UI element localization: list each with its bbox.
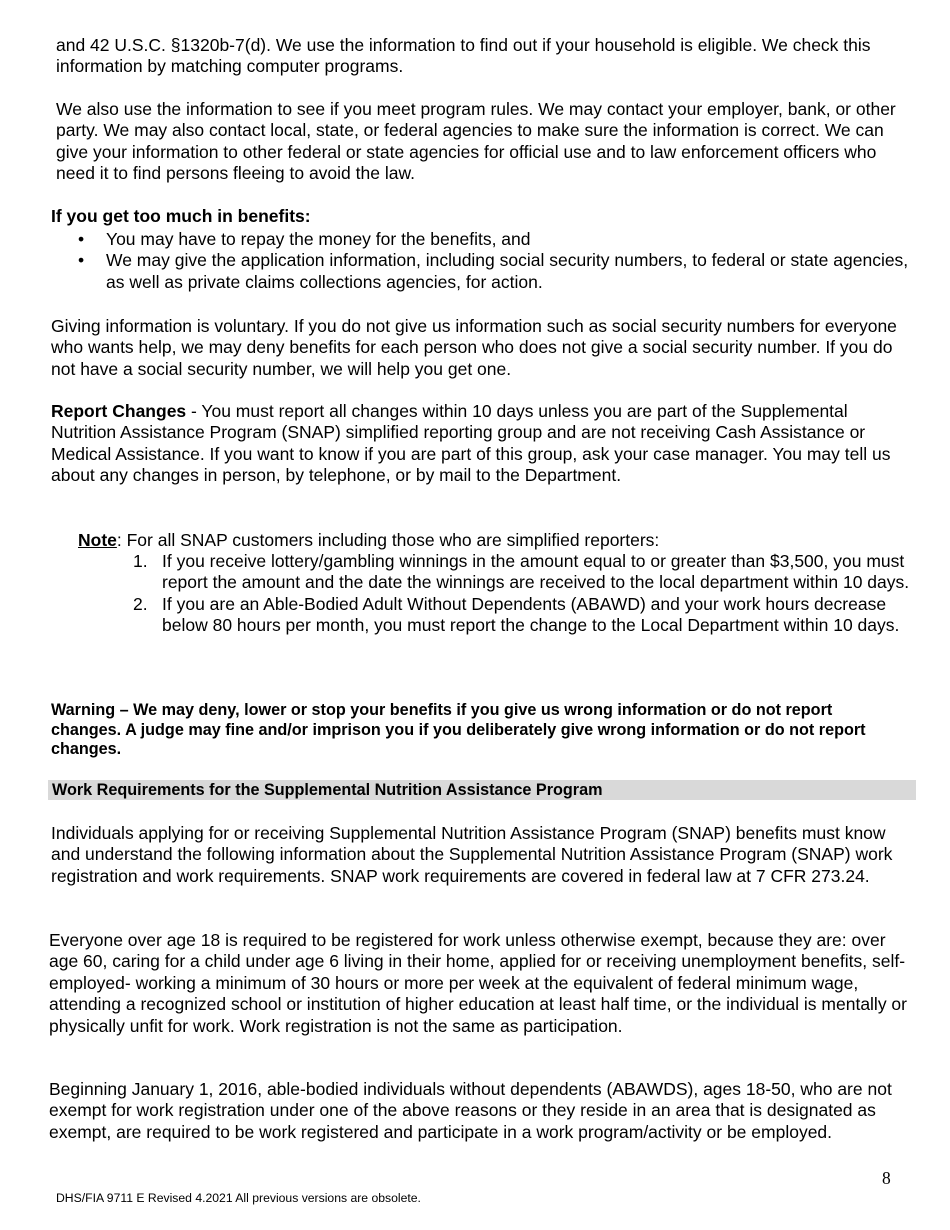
section-title: Work Requirements for the Supplemental Nutrition Assistance Program (52, 781, 603, 799)
note-label: Note (78, 530, 117, 550)
work-requirements-paragraph-2: Everyone over age 18 is required to be registered for work unless otherwise exempt, because they are: over age 60, caring for a child under age 6 living in their home, applied for or receiving unemployment benefits, self-employed- working a minimum of 30 hours or more per week at the equivalent of federal minimum wage, attending a recognized school or institution of higher education at least half time, or the individual is mentally or physically unfit for work. Work registration is not the same as participation. (49, 930, 907, 1036)
list-item (133, 594, 918, 637)
report-changes-label: Report Changes (51, 401, 187, 421)
bullet-icon: • (78, 229, 85, 249)
work-requirements-paragraph-1: Individuals applying for or receiving Supplemental Nutrition Assistance Program (SNAP) benefits must know and understand the following information about the Supplemental Nutrition Assistance Program (SNAP) work registration and work requirements. SNAP work requirements are covered in federal law at 7 CFR 273.24. (51, 823, 893, 886)
list-item (133, 551, 918, 594)
intro-paragraph-1: and 42 U.S.C. §1320b-7(d). We use the information to find out if your household is eligible. We check this information by matching computer programs. (56, 35, 871, 77)
form-footer: DHS/FIA 9711 E Revised 4.2021 All previous versions are obsolete. (56, 1191, 421, 1205)
list-item-text: If you receive lottery/gambling winnings in the amount equal to or greater than $3,500, you must report the amount and the date the winnings are received to the local department within 10 days. (162, 551, 910, 593)
warning-paragraph: Warning – We may deny, lower or stop your benefits if you give us wrong information or do not report changes. A judge may fine and/or imprison you if you deliberately give wrong information or do not report changes. (51, 701, 866, 759)
page-number: 8 (882, 1168, 891, 1188)
note-intro (78, 530, 918, 551)
note-list (133, 551, 918, 637)
list-item-text: We may give the application information, including social security numbers, to federal or state agencies, as well as private claims collections agencies, for action. (106, 250, 909, 292)
list-item (78, 250, 918, 293)
section-header-bar (48, 780, 916, 800)
benefits-list (78, 229, 918, 293)
list-item-text: You may have to repay the money for the benefits, and (106, 229, 531, 249)
list-item (78, 229, 918, 250)
report-changes-text: - You must report all changes within 10 days unless you are part of the Supplemental Nutrition Assistance Program (SNAP) simplified reporting group and are not receiving Cash Assistance or Medical Assistance. If you want to know if you are part of this group, ask your case manager. You may tell us about any changes in person, by telephone, or by mail to the Department. (51, 401, 891, 486)
benefits-heading: If you get too much in benefits: (51, 206, 311, 226)
work-requirements-paragraph-3: Beginning January 1, 2016, able-bodied individuals without dependents (ABAWDS), ages 18-50, who are not exempt for work registration under one of the above reasons or they reside in an area that is designated as exempt, are required to be work registered and participate in a work program/activity or be employed. (49, 1079, 892, 1142)
report-changes-paragraph (51, 401, 911, 487)
intro-paragraph-2: We also use the information to see if you meet program rules. We may contact your employer, bank, or other party. We may also contact local, state, or federal agencies to make sure the information is correct. We can give your information to other federal or state agencies for official use and to law enforcement officers who need it to find persons fleeing to avoid the law. (56, 99, 896, 184)
bullet-icon: • (78, 250, 85, 271)
list-item-text: If you are an Able-Bodied Adult Without Dependents (ABAWD) and your work hours decrease below 80 hours per month, you must report the change to the Local Department within 10 days. (162, 593, 900, 636)
voluntary-paragraph: Giving information is voluntary. If you do not give us information such as social security numbers for everyone who wants help, we may deny benefits for each person who does not give a social security number. If you do not have a social security number, we will help you get one. (51, 316, 897, 379)
list-number: 2. (133, 593, 148, 614)
list-number: 1. (133, 551, 148, 571)
note-text: : For all SNAP customers including those who are simplified reporters: (116, 530, 660, 550)
